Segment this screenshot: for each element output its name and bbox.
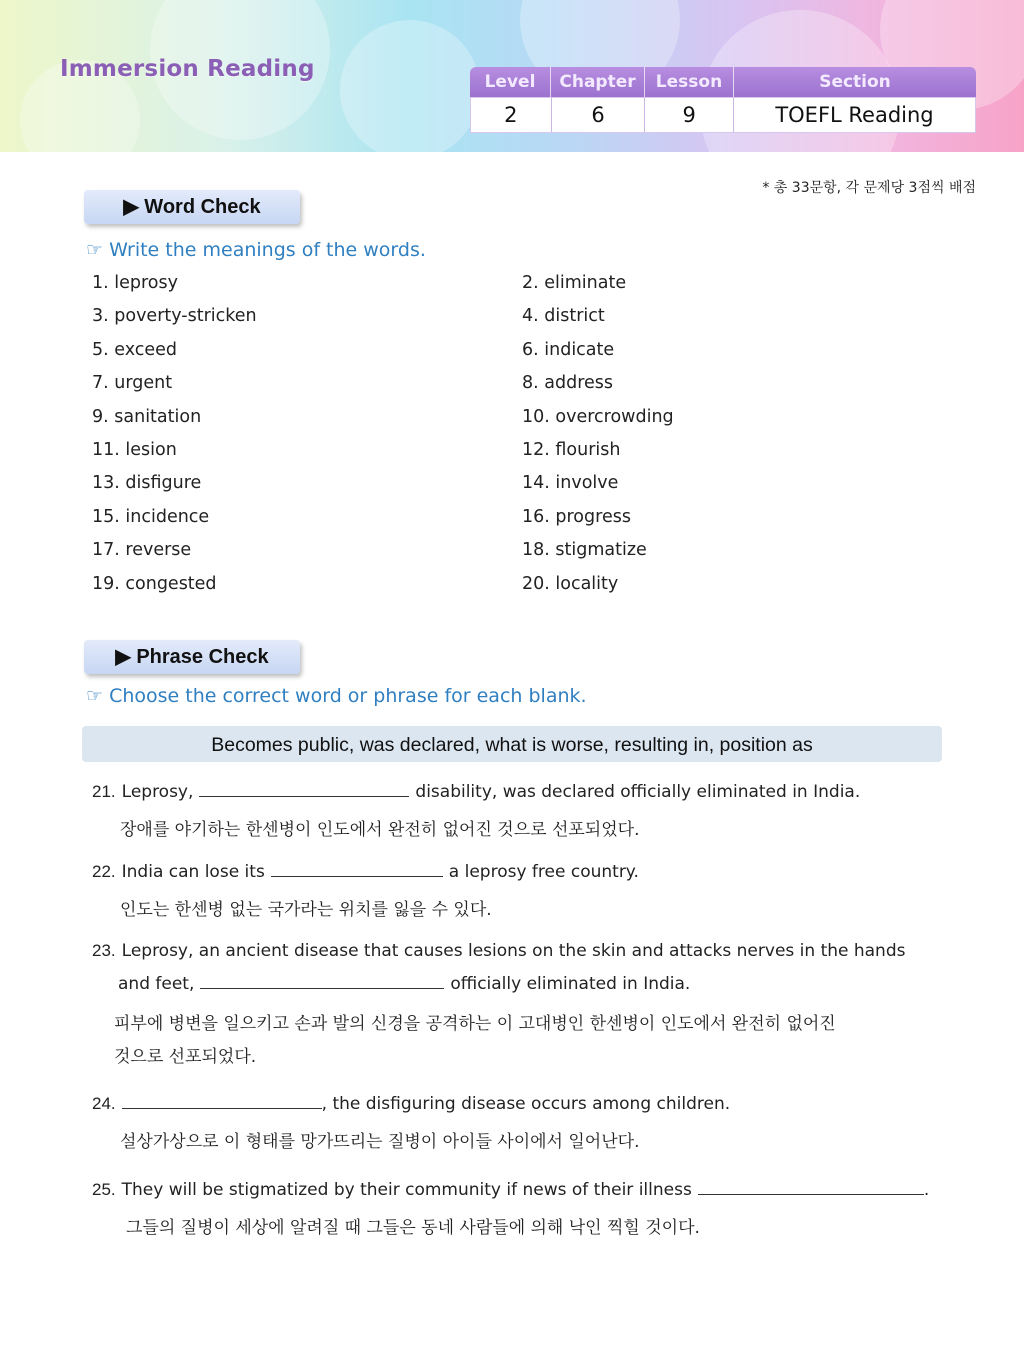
chapter-value: 6 xyxy=(552,98,646,132)
word-item: 2. eliminate xyxy=(522,273,627,293)
question-text: officially eliminated in India. xyxy=(450,974,691,994)
question-number: 24. xyxy=(92,1094,116,1113)
question-text: India can lose its xyxy=(121,862,265,882)
question-number: 23. xyxy=(92,941,116,960)
scoring-note: * 총 33문항, 각 문제당 3점씩 배점 xyxy=(762,180,976,196)
question-number: 21. xyxy=(92,782,116,801)
question-25 xyxy=(92,1180,929,1246)
question-24 xyxy=(92,1094,730,1160)
section-value: TOEFL Reading xyxy=(775,103,934,127)
word-item: 4. district xyxy=(522,306,605,327)
word-item: 3. poverty-stricken xyxy=(92,306,257,327)
answer-blank[interactable] xyxy=(200,975,444,989)
chapter-header: Chapter xyxy=(551,67,645,97)
phrase-check-button[interactable]: ▶ Phrase Check xyxy=(84,640,300,674)
word-item: 5. exceed xyxy=(92,339,178,360)
question-21 xyxy=(92,782,860,848)
word-row xyxy=(92,440,752,473)
answer-blank[interactable] xyxy=(271,863,443,877)
question-text: Leprosy, an ancient disease that causes lesions on the skin and attacks nerves in the hands xyxy=(121,941,906,961)
header-banner xyxy=(0,0,1024,152)
word-item: 9. sanitation xyxy=(92,406,202,427)
phrase-check-instruction: ☞ Choose the correct word or phrase for each blank. xyxy=(86,685,587,707)
question-22 xyxy=(92,862,639,928)
question-text: . xyxy=(923,1180,930,1200)
lesson-info-table xyxy=(470,67,976,133)
word-row xyxy=(92,574,752,607)
question-23 xyxy=(92,941,905,1075)
word-item: 6. indicate xyxy=(522,339,615,360)
korean-translation: 것으로 선포되었다. xyxy=(114,1047,257,1067)
question-number: 25. xyxy=(92,1180,116,1199)
korean-translation: 피부에 병변을 일으키고 손과 발의 신경을 공격하는 이 고대병인 한센병이 인도에서 완전히 없어진 xyxy=(114,1014,836,1034)
word-item: 20. locality xyxy=(522,573,619,594)
brand-title: Immersion Reading xyxy=(60,56,315,82)
lesson-value: 9 xyxy=(645,98,734,132)
word-item: 12. flourish xyxy=(522,439,621,460)
word-list xyxy=(92,273,752,607)
word-check-button[interactable]: ▶ Word Check xyxy=(84,190,300,224)
word-row xyxy=(92,507,752,540)
korean-translation: 그들의 질병이 세상에 알려질 때 그들은 동네 사람들에 의해 낙인 찍힐 것이다. xyxy=(126,1218,700,1238)
word-item: 15. incidence xyxy=(92,506,210,527)
word-row xyxy=(92,473,752,506)
word-item: 13. disfigure xyxy=(92,473,202,494)
korean-translation: 장애를 야기하는 한센병이 인도에서 완전히 없어진 것으로 선포되었다. xyxy=(120,820,640,840)
question-text: and feet, xyxy=(118,974,195,994)
word-row xyxy=(92,373,752,406)
word-row xyxy=(92,540,752,573)
level-value: 2 xyxy=(471,98,552,132)
question-text: a leprosy free country. xyxy=(448,862,639,882)
word-item: 1. leprosy xyxy=(92,273,178,293)
answer-blank[interactable] xyxy=(122,1095,322,1109)
word-item: 16. progress xyxy=(522,506,631,527)
answer-blank[interactable] xyxy=(199,783,409,797)
answer-blank[interactable] xyxy=(698,1181,924,1195)
word-item: 10. overcrowding xyxy=(522,406,674,427)
word-item: 19. congested xyxy=(92,573,217,594)
word-item: 18. stigmatize xyxy=(522,540,647,561)
word-bank: Becomes public, was declared, what is worse, resulting in, position as xyxy=(82,726,942,762)
level-header: Level xyxy=(470,67,551,97)
word-row xyxy=(92,273,752,306)
question-text: Leprosy, xyxy=(121,782,194,802)
section-header: Section xyxy=(819,72,891,92)
word-row xyxy=(92,306,752,339)
question-text: They will be stigmatized by their community if news of their illness xyxy=(121,1180,692,1200)
lesson-header: Lesson xyxy=(645,67,734,97)
word-item: 11. lesion xyxy=(92,439,177,460)
word-check-instruction: ☞ Write the meanings of the words. xyxy=(86,239,426,261)
word-item: 17. reverse xyxy=(92,540,192,561)
word-row xyxy=(92,340,752,373)
korean-translation: 인도는 한센병 없는 국가라는 위치를 잃을 수 있다. xyxy=(120,900,492,920)
question-text: disability, was declared officially eliminated in India. xyxy=(415,782,861,802)
word-item: 14. involve xyxy=(522,473,619,494)
word-item: 8. address xyxy=(522,373,614,394)
question-number: 22. xyxy=(92,862,116,881)
question-text: , the disfiguring disease occurs among children. xyxy=(321,1094,731,1114)
word-row xyxy=(92,407,752,440)
korean-translation: 설상가상으로 이 형태를 망가뜨리는 질병이 아이들 사이에서 일어난다. xyxy=(120,1132,640,1152)
word-item: 7. urgent xyxy=(92,373,173,394)
